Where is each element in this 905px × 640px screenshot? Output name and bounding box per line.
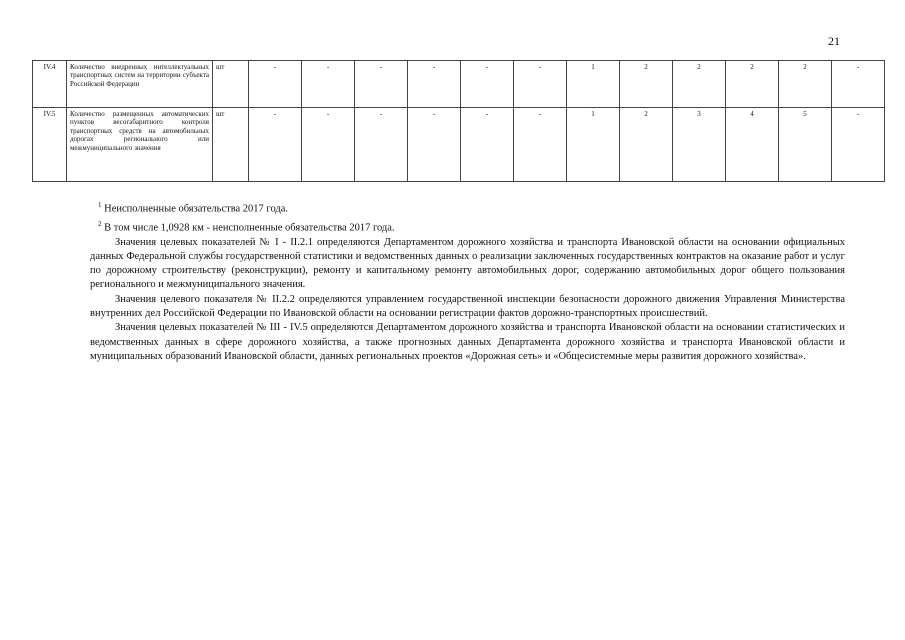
page-number: 21: [828, 34, 840, 48]
value-cell: -: [408, 108, 461, 182]
value-cell: 1: [567, 108, 620, 182]
value-cell: 5: [779, 108, 832, 182]
value-cell: -: [302, 108, 355, 182]
value-cell: 2: [726, 61, 779, 108]
value-cell: 4: [726, 108, 779, 182]
footnote-text: Неисполненные обязательства 2017 года.: [104, 203, 289, 215]
footnote-2: [90, 217, 845, 236]
indicator-name-cell: Количество внедренных интеллектуальных транспортных систем на территории субъекта Российской Федерации: [67, 61, 213, 108]
row-number-cell: IV.5: [33, 108, 67, 182]
paragraph-indicators-iii-iv: Значения целевых показателей № III - IV.5 определяются Департаментом дорожного хозяйства и транспорта Ивановской области на основании статистических и ведомственных данных в сфере дорожного хозяйства, а также прогнозных данных Департамента дорожного хозяйства и транспорта Ивановской области и муниципальных образований Ивановской области, данных региональных проектов «Дорожная сеть» и «Общесистемные меры развития дорожного хозяйства».: [90, 322, 845, 362]
paragraph-indicator-ii-2-2: Значения целевого показателя № II.2.2 определяются управлением государственной инспекции безопасности дорожного движения Управления Министерства внутренних дел Российской Федерации по Ивановской области на основании регистрации фактов дорожно-транспортных происшествий.: [90, 293, 845, 320]
paragraph-indicators-i-ii: Значения целевых показателей № I - II.2.1 определяются Департаментом дорожного хозяйства и транспорта Ивановской области на основании официальных данных Федеральной службы государственной статистики и ведомственных данных о реализации заключенных государственных контрактов на оказание работ и услуг по дорожному строительству (реконструкции), ремонту и капитальному ремонту автомобильных дорог, содержанию автомобильных дорог общего пользования регионального и межмуниципального значения.: [90, 236, 845, 291]
notes-section: [90, 198, 845, 364]
value-cell: -: [832, 108, 885, 182]
table-row: [33, 108, 885, 182]
value-cell: 3: [673, 108, 726, 182]
value-cell: -: [249, 61, 302, 108]
indicators-table: [32, 60, 885, 182]
value-cell: 1: [567, 61, 620, 108]
value-cell: -: [461, 61, 514, 108]
value-cell: -: [355, 61, 408, 108]
value-cell: -: [514, 108, 567, 182]
value-cell: -: [461, 108, 514, 182]
table-body: [33, 61, 885, 182]
footnote-mark: 1: [98, 201, 102, 209]
unit-cell: шт: [213, 108, 249, 182]
table-row: [33, 61, 885, 108]
indicator-name-cell: Количество размещенных автоматических пунктов весогабаритного контроля транспортных средств на автомобильных дорогах регионального или межмуниципального значения: [67, 108, 213, 182]
value-cell: -: [408, 61, 461, 108]
value-cell: 2: [673, 61, 726, 108]
value-cell: -: [302, 61, 355, 108]
value-cell: 2: [779, 61, 832, 108]
value-cell: -: [832, 61, 885, 108]
row-number-cell: IV.4: [33, 61, 67, 108]
footnote-text: В том числе 1,0928 км - неисполненные обязательства 2017 года.: [104, 222, 395, 234]
value-cell: -: [249, 108, 302, 182]
value-cell: -: [514, 61, 567, 108]
value-cell: 2: [620, 108, 673, 182]
footnote-1: [90, 198, 845, 217]
footnote-mark: 2: [98, 219, 102, 228]
unit-cell: шт: [213, 61, 249, 108]
value-cell: -: [355, 108, 408, 182]
value-cell: 2: [620, 61, 673, 108]
